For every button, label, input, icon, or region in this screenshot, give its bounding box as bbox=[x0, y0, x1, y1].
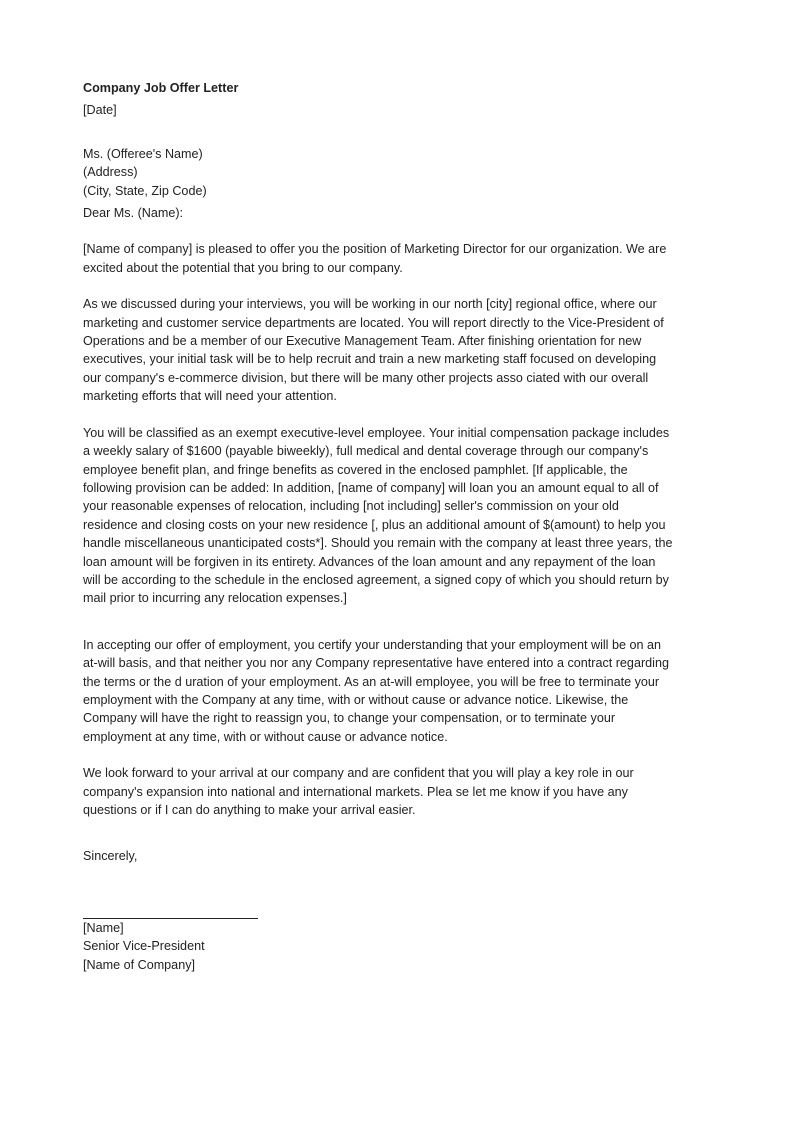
paragraph-line: loan amount will be forgiven in its entirety. Advances of the loan amount and any repayment of the loan bbox=[83, 554, 656, 569]
paragraph-line: executives, your initial task will be to help recruit and train a new marketing staff focused on developing bbox=[83, 352, 657, 367]
paragraph-line: employment at any time, with or without cause or advance notice. bbox=[83, 729, 448, 744]
paragraph-line: company's expansion into national and international markets. Plea se let me know if you have any bbox=[83, 784, 628, 799]
paragraph-closing bbox=[83, 764, 713, 819]
salutation: Dear Ms. (Name): bbox=[83, 206, 184, 221]
signer-title: Senior Vice-President bbox=[83, 939, 205, 954]
paragraph-line: employee benefit plan, and fringe benefits as covered in the enclosed pamphlet. [If applicable, the bbox=[83, 462, 628, 477]
paragraph-line: questions or if I can do anything to make your arrival easier. bbox=[83, 803, 416, 817]
recipient-address: (Address) bbox=[83, 165, 138, 180]
signer-name: [Name] bbox=[83, 920, 124, 935]
recipient-city: (City, State, Zip Code) bbox=[83, 183, 207, 198]
paragraph-line: following provision can be added: In addition, [name of company] will loan you an amount equal to all of bbox=[83, 480, 659, 495]
paragraph-line: the terms or the d uration of your employment. As an at-will employee, you will be free to terminate your bbox=[83, 674, 660, 689]
paragraph-line: As we discussed during your interviews, you will be working in our north [city] regional office, where our bbox=[83, 297, 657, 312]
paragraph-intro bbox=[83, 240, 713, 277]
letter-body bbox=[83, 79, 713, 974]
signature-block bbox=[83, 919, 713, 974]
paragraph-line: your reasonable expenses of relocation, including [not including] seller's commission on your old bbox=[83, 499, 619, 514]
letter-title: Company Job Offer Letter bbox=[83, 81, 239, 95]
paragraph-line: mail prior to incurring any relocation expenses.] bbox=[83, 591, 347, 606]
paragraph-line: residence and closing costs on your new residence [, plus an additional amount of $(amount) to help you bbox=[83, 517, 666, 532]
paragraph-line: will be according to the schedule in the enclosed agreement, a signed copy of which you should return by bbox=[83, 572, 669, 587]
paragraph-line: Company will have the right to reassign you, to change your compensation, or to terminate your bbox=[83, 711, 616, 726]
paragraph-line: a weekly salary of $1600 (payable biweekly), full medical and dental coverage through our company's bbox=[83, 444, 649, 459]
closing: Sincerely, bbox=[83, 849, 138, 864]
signer-company: [Name of Company] bbox=[83, 957, 195, 972]
paragraph-line: You will be classified as an exempt executive-level employee. Your initial compensation package includes bbox=[83, 425, 670, 440]
paragraph-line: In accepting our offer of employment, you certify your understanding that your employment will be on an bbox=[83, 637, 661, 652]
paragraph-line: marketing efforts that will need your attention. bbox=[83, 389, 337, 404]
paragraph-line: employment with the Company at any time, with or without cause or advance notice. Likewise, the bbox=[83, 692, 629, 707]
paragraph-line: We look forward to your arrival at our company and are confident that you will play a key role in our bbox=[83, 766, 634, 781]
paragraph-line: our company's e-commerce division, but there will be many other projects asso ciated with our overall bbox=[83, 370, 649, 385]
paragraph-line: marketing and customer service departments are located. You will report directly to the Vice-President of bbox=[83, 315, 664, 330]
paragraph-line: at-will basis, and that neither you nor any Company representative have entered into a contract regarding bbox=[83, 656, 669, 671]
paragraph-line: Operations and be a member of our Executive Management Team. After finishing orientation for new bbox=[83, 334, 642, 349]
paragraph-compensation bbox=[83, 424, 713, 608]
paragraph-line: excited about the potential that you bring to our company. bbox=[83, 260, 403, 275]
paragraph-at-will bbox=[83, 636, 713, 746]
recipient-block bbox=[83, 145, 713, 200]
paragraph-line: handle miscellaneous unanticipated costs*]. Should you remain with the company at least three years, the bbox=[83, 536, 673, 551]
paragraph-line: [Name of company] is pleased to offer you the position of Marketing Director for our organization. We are bbox=[83, 242, 667, 257]
recipient-name: Ms. (Offeree's Name) bbox=[83, 146, 203, 161]
paragraph-role bbox=[83, 295, 713, 405]
letter-date: [Date] bbox=[83, 103, 117, 118]
